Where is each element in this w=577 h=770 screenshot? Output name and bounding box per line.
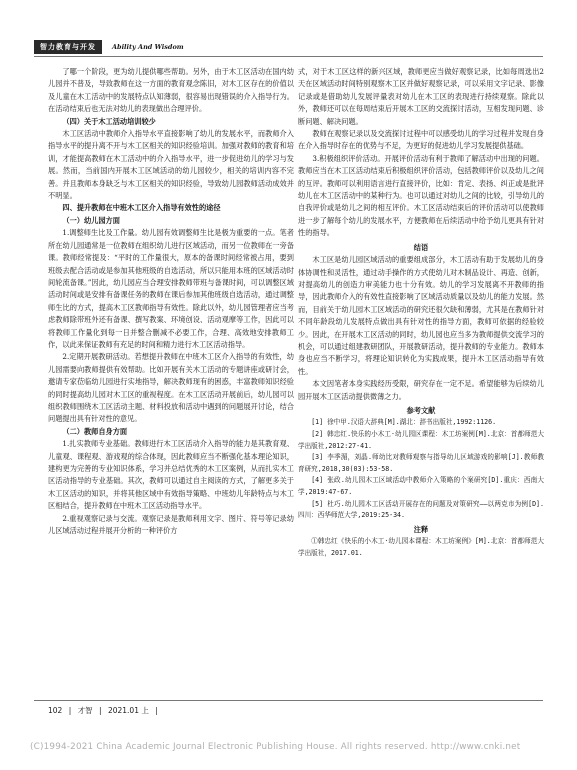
- reference-entry: [4] 张政.幼儿园木工区域活动中教师介入策略的个案研究[D].重庆：西南大学,2019:47-67.: [298, 476, 544, 496]
- journal-name: 才智: [77, 706, 93, 715]
- reference-entry: [1] 徐中甲.汉语大辞典[M].湖北：辞书出版社,1992:1126.: [311, 418, 497, 427]
- footer-separator: |: [68, 706, 72, 715]
- paragraph: 本文因笔者本身实践经历受限，研究存在一定不足。希望能够为后续幼儿园开展木工区活动提供微薄之力。: [298, 379, 544, 401]
- paragraph: 1.扎实教师专业基础。教师进行木工区活动介入指导的能力是其教育观、儿童观、课程观、游戏观的综合体现，因此教师应当不断强化基本理论知识，建构更为完善的专业知识体系，学习并总结优秀的木工区案例，从而扎实木工区活动指导的专业基础。其次，教师可以通过自主阅读的方式，了解更多关于木工区活动的知识，并将其他区域中有效指导策略、中班幼儿年龄特点与木工区相结合，提升教师在中班木工区活动指导水平。: [48, 439, 294, 511]
- paragraph: 2.定期开展教研活动。若想提升教师在中班木工区介入指导的有效性，幼儿园需要向教师提供有效帮助。比如开展有关木工活动的专题讲座或研讨会，邀请专家莅临幼儿园进行实地指导，解决教师现有的困惑，丰富教师知识经验的同时提高幼儿园对木工区的重视程度。在木工区活动开展前后，幼儿园可以组织教师围绕木工区活动主题、材料投放和活动中遇到的问题展开讨论，结合问题提出具有针对性的意见。: [48, 352, 294, 424]
- paragraph: 木工区是幼儿园区域活动的重要组成部分，木工活动有助于发展幼儿的身体协调性和灵活性，通过动手操作的方式使幼儿对木制品设计、再造、创新，对提高幼儿的创造力审美能力也十分有效。幼儿的学习发展离不开教师的指导，因此教师介入的有效性直接影响了区域活动质量以及幼儿的能力发展。然而，目前关于幼儿园木工区域活动的研究还很欠缺和薄弱，尤其是在教师针对不同年龄段幼儿发展特点做出具有针对性的指导方面，教师可依据的经验较少。因此，在开展木工区活动的同时，幼儿园也应当多为教师提供交流学习的机会，可以通过组建教研团队，开展教研活动，提升教师的专业能力。教师本身也应当不断学习，将理论知识转化为实践成果，提升木工区活动指导有效性。: [298, 255, 544, 376]
- subsection-heading: （四）关于木工活动培训较少: [62, 116, 156, 126]
- footer-separator: |: [155, 706, 158, 715]
- subsection-heading: （二）教师自身方面: [62, 426, 128, 436]
- subsection-heading: （一）幼儿园方面: [62, 215, 120, 225]
- paragraph: 1.调整师生比及工作量。幼儿园有效调整师生比是极为重要的一点。笔者所在幼儿园通常是一位教师在组织幼儿进行区域活动，而另一位教师在一旁备课。教师经常提及：“平时的工作量很大，原本的备课时间经常被占用，要到班级去配合活动或是参加其他班级的自选活动，所以只能用本班的区域活动时间轮流备课。”因此，幼儿园应当合理安排教师带班与备课时间，可以调整区域活动时间或是安排有备课任务的教师在课后参加其他班级自选活动，通过调整师生比的方式，提高木工区教师指导有效性。除此以外，幼儿园管理者应当考虑教师除带班外还有备课、撰写教案、环境创设、活动观摩等工作，因此可以将教师工作量化到每一日并整合删减不必要工作，合理、高效地安排教师工作，以此来保证教师有充足的时间和精力进行木工区活动指导。: [48, 228, 294, 349]
- paragraph: 了哪一个阶段，更为幼儿提供哪些帮助。另外，由于木工区活动在国内幼儿园并不普及，导致教师在这一方面的教育观念陈旧，对木工区存在的价值以及儿童在木工活动中的发展特点认知薄弱，很容易出现错误的介入指导行为。在活动结束后也无法对幼儿的表现做出合理评价。: [48, 67, 294, 114]
- paragraph: 2.重视观察记录与交流。观察记录是教师利用文字、图片、符号等记录幼儿区域活动过程并展开分析的一种评价方: [48, 513, 294, 536]
- copyright-watermark: (C)1994-2021 China Academic Journal Electronic Publishing House. All rights reserved. http://www.cnki.net: [30, 742, 521, 752]
- paragraph: 教师在观察记录以及交流探讨过程中可以感受幼儿的学习过程并发现自身在介入指导时存在的优势与不足，为更好的促进幼儿学习发展提供基础。: [298, 129, 544, 151]
- section-tag-english: Ability And Wisdom: [112, 43, 184, 51]
- reference-entry: ①韩忠红《快乐的小木工·幼儿园本课程：木工坊案例》[M].北京：首都师范大学出版社，2017.01.: [298, 537, 544, 557]
- centered-heading: 结语: [413, 242, 429, 252]
- footer-separator: |: [99, 706, 102, 715]
- left-column: [48, 66, 294, 537]
- centered-heading: 参考文献: [406, 405, 436, 415]
- section-heading: 四、提升教师在中班木工区介入指导有效性的途径: [62, 203, 221, 213]
- paragraph: 木工区活动中教师介入指导水平直接影响了幼儿的发展水平，而教师介入指导水平的提升离不开与木工区相关的知识经验培训。加强对教师的教育和培训，才能提高教师在木工活动中的介入指导水平，进一步促进幼儿的学习与发展。然而，当前国内开展木工区域活动的幼儿园较少，相关的培训内容不完善。并且教师本身缺乏与木工区相关的知识经验，导致幼儿园教师活动成效并不明显。: [48, 129, 294, 201]
- paragraph: 式，对于木工区这样的新兴区域，教师更应当做好观察记录，比如每周选出2天在区域活动时间特别观察木工区并做好观察记录，可以采用文字记录、影像记录或是借助幼儿发展评量表对幼儿在木工区的表现进行持续观察。除此以外，教师还可以在每周结束后开展木工区的交流探讨活动，互相发现问题、诊断问题、解决问题。: [298, 67, 544, 126]
- header-divider: [34, 56, 543, 57]
- running-header: [34, 40, 184, 54]
- section-tag: 智力教育与开发: [34, 40, 102, 54]
- centered-heading: 注释: [413, 524, 429, 534]
- footer-divider: [34, 700, 543, 701]
- paragraph: 3.积极组织评价活动。开展评价活动有利于教师了解活动中出现的问题。教师应当在木工区活动结束后积极组织评价活动，包括教师评价以及幼儿之间的互评。教师可以利用语言进行直接评价，比如：肯定、表扬、纠正或是批评幼儿在木工区活动中的某种行为。也可以通过对幼儿之间的比较，引导幼儿的自我评价或是幼儿之间的相互评价。木工区活动结束后的评价活动可以使教师进一步了解每个幼儿的发展水平，方便教师在后续活动中给予幼儿更具有针对性的指导。: [298, 153, 544, 238]
- issue-date: 2021.01 上: [107, 706, 149, 715]
- page-number: 102: [48, 706, 63, 715]
- page-footer: [48, 705, 158, 716]
- reference-entry: [5] 杜巧.幼儿园木工区活动开展存在的问题及对策研究——以两克市为例[D].四川：西华师范大学,2019:25-34.: [298, 499, 544, 520]
- reference-entry: [2] 韩忠红.快乐的小木工·幼儿园区课程：木工坊案例[M].北京：首都师范大学出版社,2012:27-41.: [298, 429, 544, 450]
- reference-entry: [3] 李季湄，刘晶.师幼比对教师观察与指导幼儿区域游戏的影响[J].教师教育研究,2018,30(03):53-58.: [298, 453, 544, 473]
- right-column: [298, 66, 544, 559]
